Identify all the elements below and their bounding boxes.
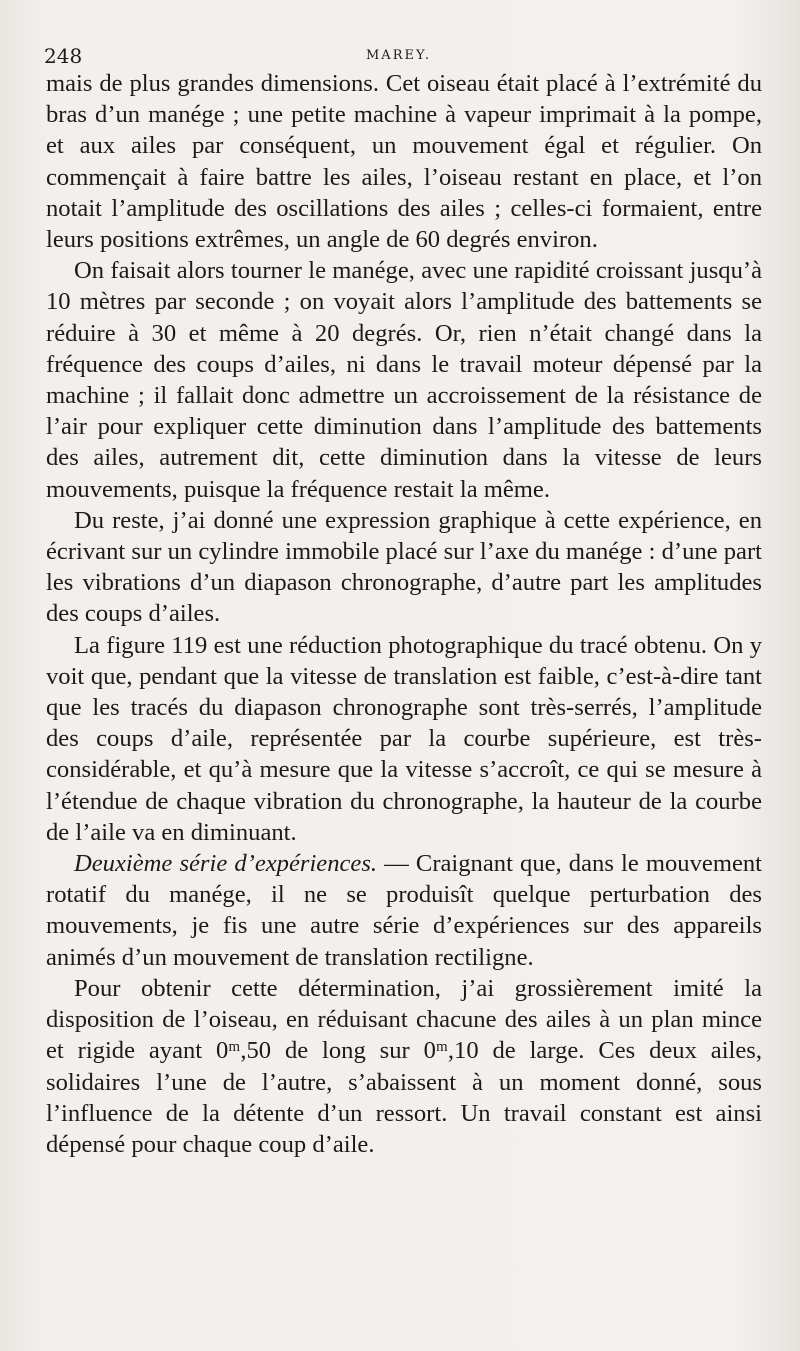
body-text — [46, 68, 762, 1160]
page-header — [44, 40, 756, 70]
section-title: Deuxième série d’expériences. — [74, 850, 378, 878]
running-head: MAREY. — [366, 48, 432, 63]
paragraph-6: Pour obtenir cette détermination, j’ai grossièrement imité la disposition de l’oiseau, en réduisant chacune des ailes à un plan mince et rigide ayant 0ᵐ,50 de long sur 0ᵐ,10 de large. Ces deux ailes, solidaires l’une de l’autre, s’abaissent à un moment donné, sous l’influence de la détente d’un ressort. Un travail constant est ainsi dépensé pour chaque coup d’aile. — [46, 974, 762, 1158]
paragraph-4: La figure 119 est une réduction photographique du tracé obtenu. On y voit que, pendant que la vitesse de translation est faible, c’est-à-dire tant que les tracés du diapason chronographe sont très-serrés, l’amplitude des coups d’aile, représentée par la courbe supérieure, est très-considérable, et qu’à mesure que la vitesse s’accroît, ce qui se mesure à l’étendue de chaque vibration du chronographe, la hauteur de la courbe de l’aile va en diminuant. — [46, 631, 762, 846]
paragraph-1: mais de plus grandes dimensions. Cet oiseau était placé à l’extrémité du bras d’un manége ; une petite machine à vapeur imprimait à la pompe, et aux ailes par conséquent, un mouvement égal et régulier. On commençait à faire battre les ailes, l’oiseau restant en place, et l’on notait l’amplitude des oscillations des ailes ; celles-ci formaient, entre leurs positions extrêmes, un angle de 60 degrés environ. — [46, 70, 762, 254]
paragraph-2: On faisait alors tourner le manége, avec une rapidité croissant jusqu’à 10 mètres par seconde ; on voyait alors l’amplitude des battements se réduire à 30 et même à 20 degrés. Or, rien n’était changé dans la fréquence des coups d’ailes, ni dans le travail moteur dépensé par la machine ; il fallait donc admettre un accroissement de la résistance de l’air pour expliquer cette diminution dans l’amplitude des battements des ailes, autrement dit, cette diminution dans la vitesse de leurs mouvements, puisque la fréquence restait la même. — [46, 257, 762, 503]
page-number: 248 — [44, 44, 83, 68]
paragraph-3: Du reste, j’ai donné une expression graphique à cette expérience, en écrivant sur un cylindre immobile placé sur l’axe du manége : d’une part les vibrations d’un diapason chronographe, d’autre part les amplitudes des coups d’ailes. — [46, 506, 762, 628]
paragraph-5-text: — Craignant que, dans le mouvement rotatif du manége, il ne se produisît quelque perturbation des mouvements, je fis une autre série d’expériences sur des appareils animés d’un mouvement de translation rectiligne. — [46, 850, 762, 971]
paragraph-5 — [46, 848, 762, 973]
